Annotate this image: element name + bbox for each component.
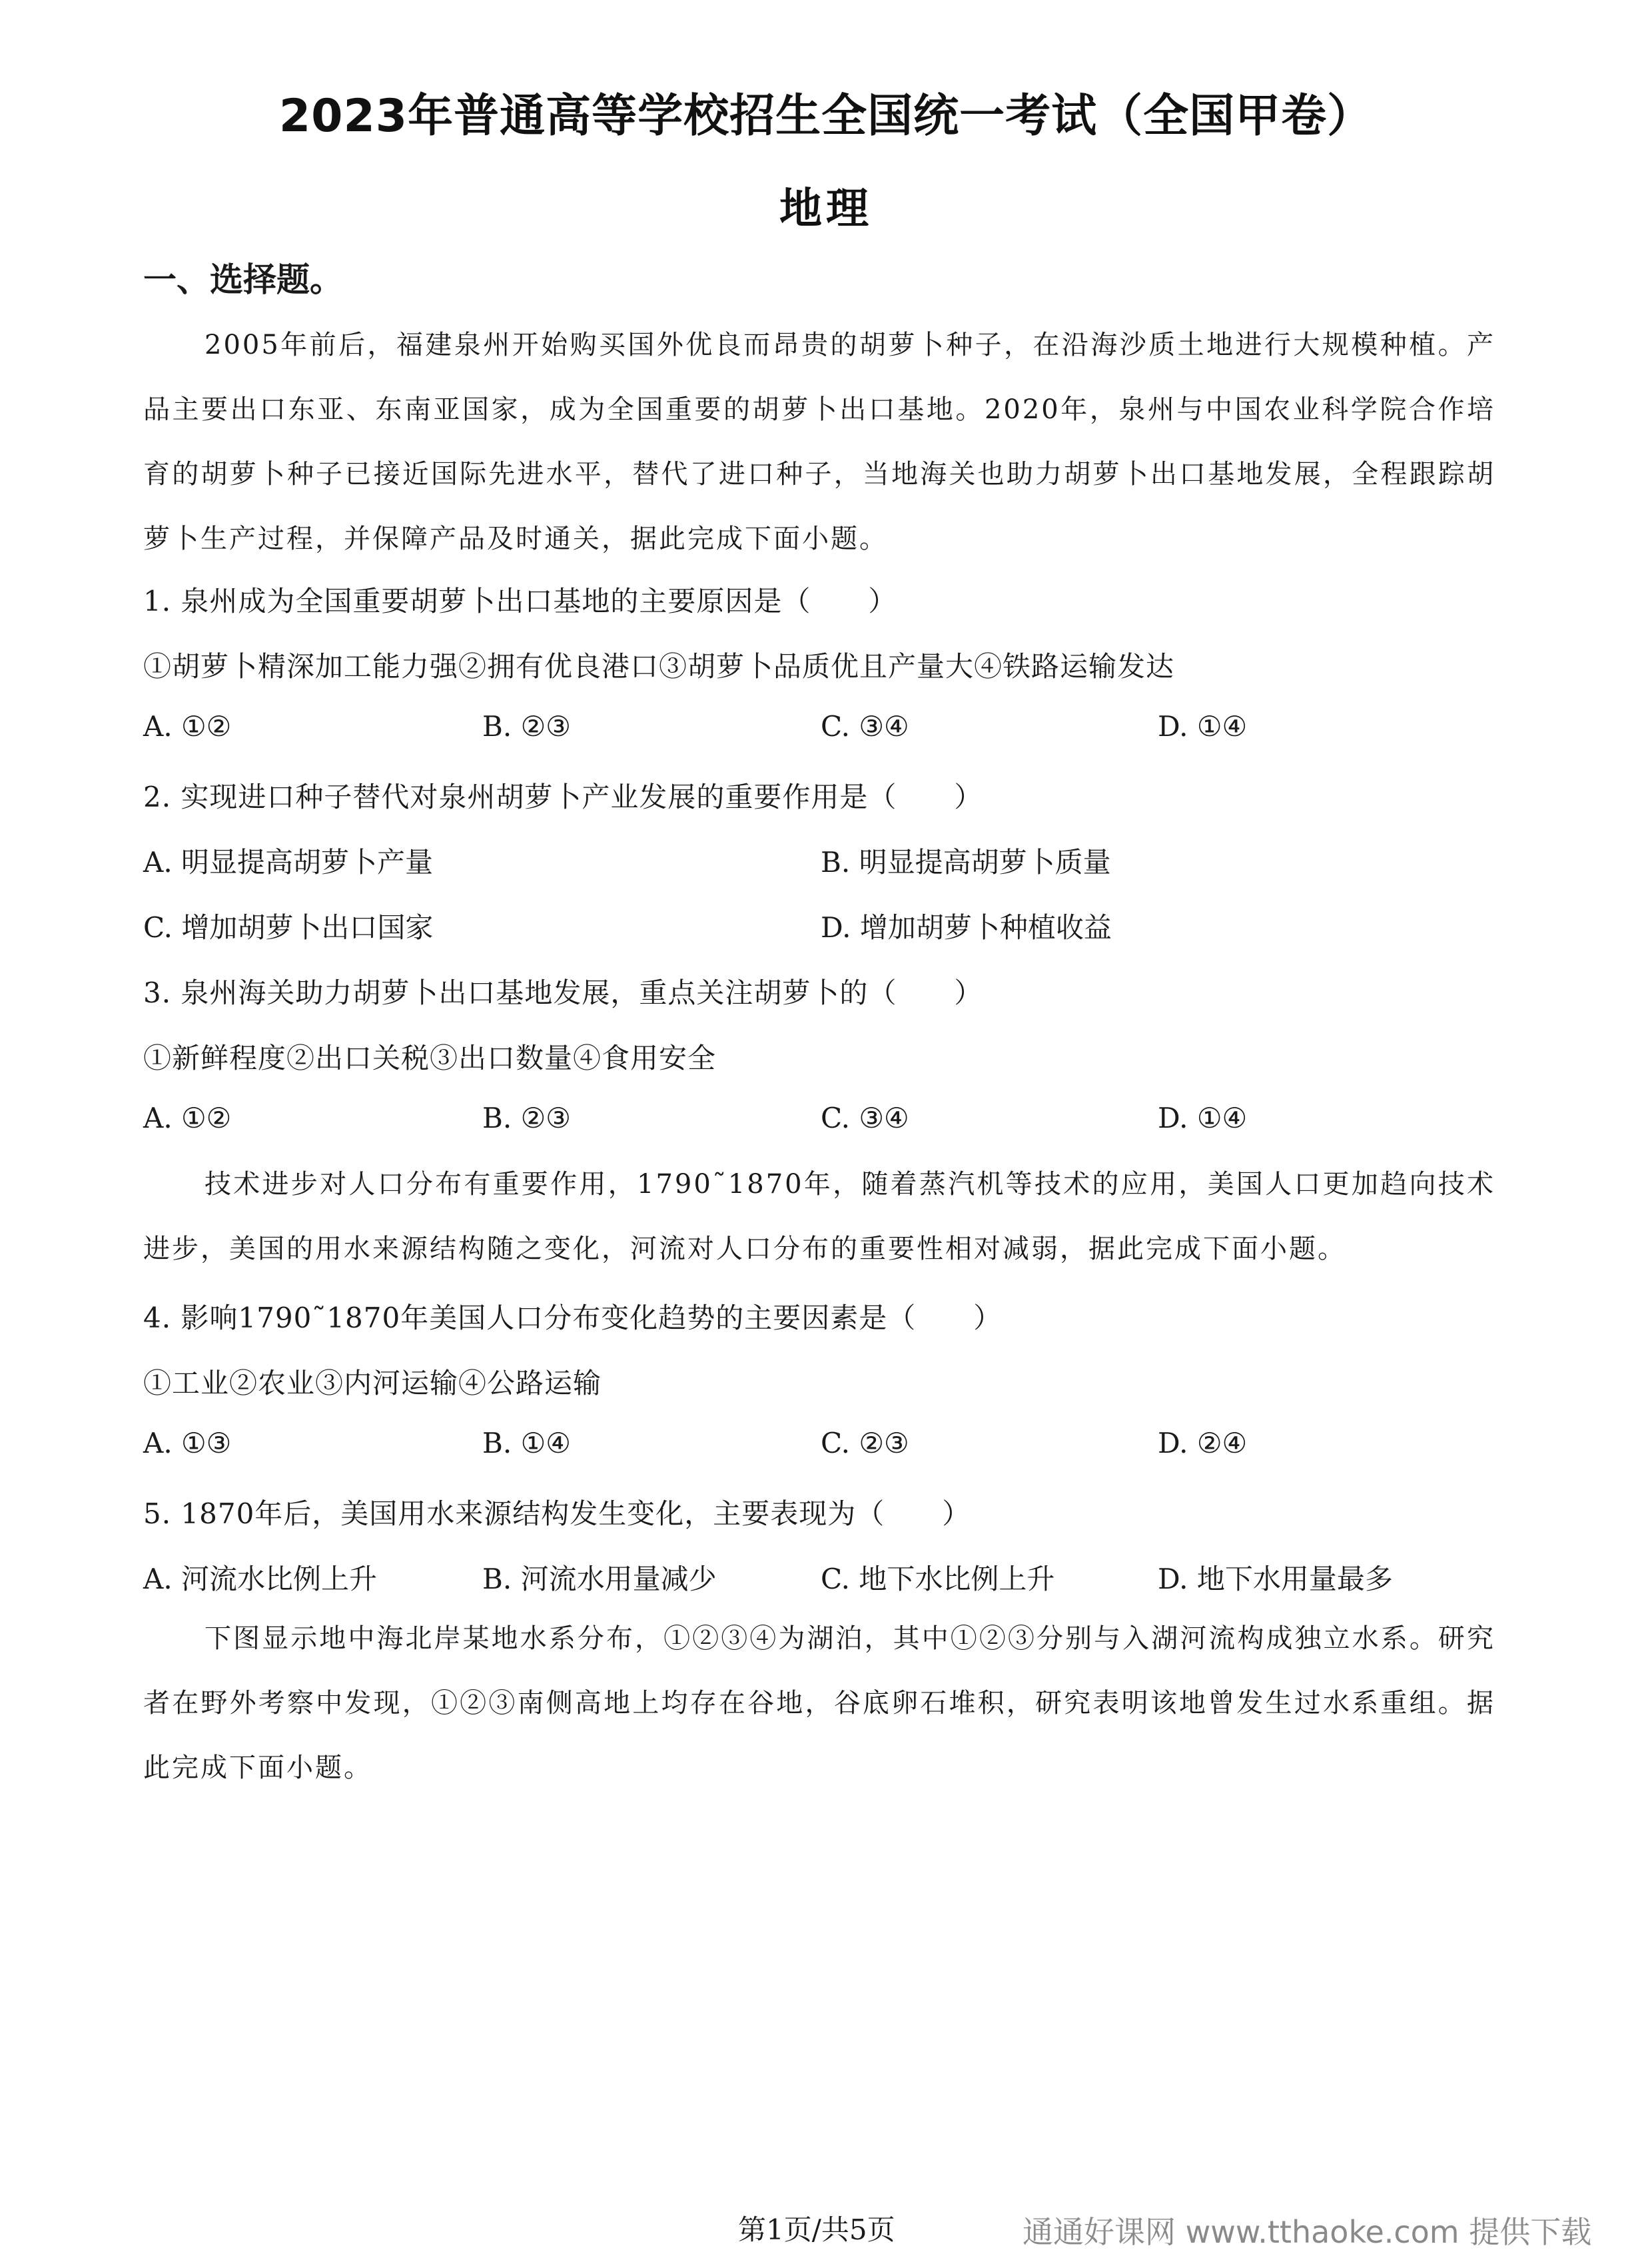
question-3-statements: ①新鲜程度②出口关税③出口数量④食用安全 bbox=[143, 1042, 717, 1074]
question-1-option-b[interactable]: B. ②③ bbox=[482, 710, 571, 743]
question-1-option-d[interactable]: D. ①④ bbox=[1158, 710, 1248, 743]
question-1-statements: ①胡萝卜精深加工能力强②拥有优良港口③胡萝卜品质优且产量大④铁路运输发达 bbox=[143, 650, 1175, 683]
question-3-option-c[interactable]: C. ③④ bbox=[821, 1102, 909, 1134]
question-5-option-c[interactable]: C. 地下水比例上升 bbox=[821, 1563, 1055, 1595]
question-2-option-b[interactable]: B. 明显提高胡萝卜质量 bbox=[821, 846, 1111, 879]
question-4-stem: 4. 影响1790˜1870年美国人口分布变化趋势的主要因素是（ ） bbox=[143, 1302, 1003, 1334]
question-3-option-b[interactable]: B. ②③ bbox=[482, 1102, 571, 1134]
question-5-option-a[interactable]: A. 河流水比例上升 bbox=[143, 1563, 378, 1595]
passage-carrot: 2005年前后，福建泉州开始购买国外优良而昂贵的胡萝卜种子，在沿海沙质土地进行大规模种植。产品主要出口东亚、东南亚国家，成为全国重要的胡萝卜出口基地。2020年，泉州与中国农业科学院合作培育的胡萝卜种子已接近国际先进水平，替代了进口种子，当地海关也助力胡萝卜出口基地发展，全程跟踪胡萝卜生产过程，并保障产品及时通关，据此完成下面小题。 bbox=[143, 330, 1495, 554]
question-5-stem: 5. 1870年后，美国用水来源结构发生变化，主要表现为（ ） bbox=[143, 1497, 971, 1530]
question-5-option-b[interactable]: B. 河流水用量减少 bbox=[482, 1563, 717, 1595]
section-heading: 一、选择题。 bbox=[143, 260, 343, 299]
question-3-option-a[interactable]: A. ①② bbox=[143, 1102, 232, 1134]
question-4-option-b[interactable]: B. ①④ bbox=[482, 1427, 571, 1459]
question-1-option-c[interactable]: C. ③④ bbox=[821, 710, 909, 743]
subject-title: 地理 bbox=[779, 185, 873, 234]
question-5-option-d[interactable]: D. 地下水用量最多 bbox=[1158, 1563, 1393, 1595]
passage-population: 技术进步对人口分布有重要作用，1790˜1870年，随着蒸汽机等技术的应用，美国人口更加趋向技术进步，美国的用水来源结构随之变化，河流对人口分布的重要性相对减弱，据此完成下面小题。 bbox=[143, 1169, 1495, 1264]
question-2-option-d[interactable]: D. 增加胡萝卜种植收益 bbox=[821, 911, 1112, 944]
watermark: 通通好课网 www.tthaoke.com 提供下载 bbox=[1023, 2214, 1592, 2250]
question-4-option-d[interactable]: D. ②④ bbox=[1158, 1427, 1248, 1459]
question-4-option-a[interactable]: A. ①③ bbox=[143, 1427, 232, 1459]
question-2-option-c[interactable]: C. 增加胡萝卜出口国家 bbox=[143, 911, 434, 944]
question-4-statements: ①工业②农业③内河运输④公路运输 bbox=[143, 1367, 602, 1399]
question-4-option-c[interactable]: C. ②③ bbox=[821, 1427, 909, 1459]
page-number: 第1页/共5页 bbox=[738, 2213, 895, 2246]
question-3-option-d[interactable]: D. ①④ bbox=[1158, 1102, 1248, 1134]
question-2-stem: 2. 实现进口种子替代对泉州胡萝卜产业发展的重要作用是（ ） bbox=[143, 781, 983, 813]
question-3-stem: 3. 泉州海关助力胡萝卜出口基地发展，重点关注胡萝卜的（ ） bbox=[143, 976, 983, 1009]
question-1-stem: 1. 泉州成为全国重要胡萝卜出口基地的主要原因是（ ） bbox=[143, 585, 897, 617]
question-2-option-a[interactable]: A. 明显提高胡萝卜产量 bbox=[143, 846, 434, 879]
passage-water-system: 下图显示地中海北岸某地水系分布，①②③④为湖泊，其中①②③分别与入湖河流构成独立水系。研究者在野外考察中发现，①②③南侧高地上均存在谷地，谷底卵石堆积，研究表明该地曾发生过水系重组。据此完成下面小题。 bbox=[143, 1623, 1495, 1783]
page-title: 2023年普通高等学校招生全国统一考试（全国甲卷） bbox=[278, 90, 1374, 143]
question-1-option-a[interactable]: A. ①② bbox=[143, 710, 232, 743]
